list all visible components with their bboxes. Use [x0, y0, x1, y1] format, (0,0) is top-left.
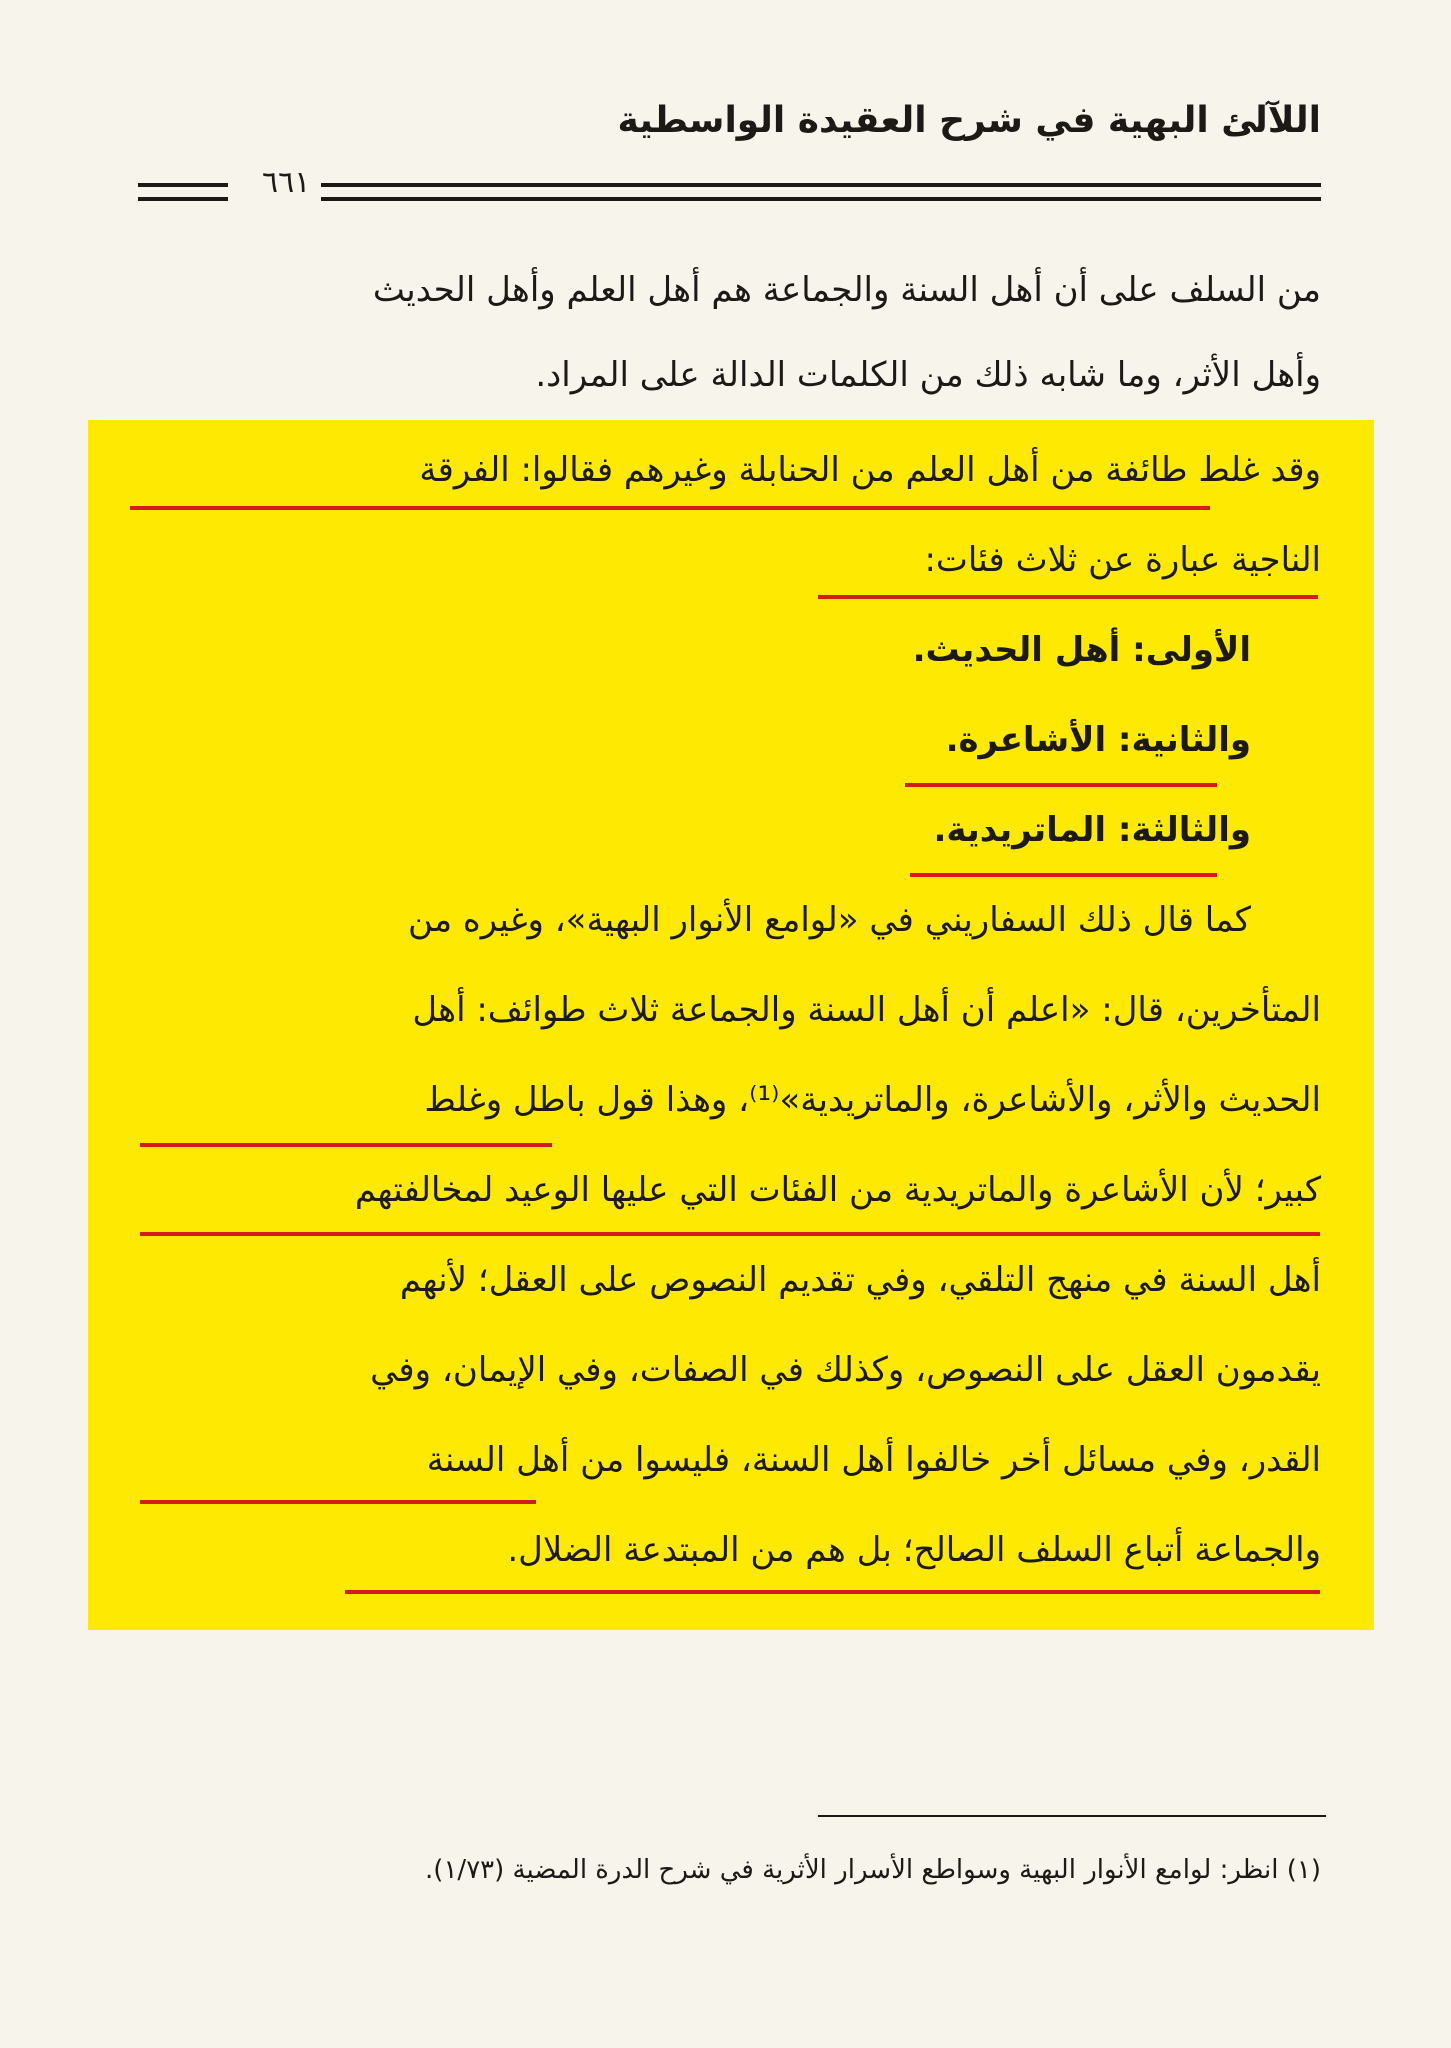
body-line: الأولى: أهل الحديث. [912, 630, 1251, 670]
header-rule-right [321, 183, 1321, 201]
body-line: والجماعة أتباع السلف الصالح؛ بل هم من المبتدعة الضلال. [507, 1530, 1321, 1570]
red-underline [910, 873, 1217, 877]
red-underline [140, 1232, 1320, 1236]
red-underline [140, 1500, 536, 1504]
body-line: الحديث والأثر، والأشاعرة، والماتريدية»⁽¹⁾، وهذا قول باطل وغلط [424, 1080, 1321, 1120]
body-line: والثالثة: الماتريدية. [933, 810, 1251, 850]
body-line: وأهل الأثر، وما شابه ذلك من الكلمات الدالة على المراد. [535, 355, 1321, 395]
red-underline [140, 1143, 552, 1147]
body-line: كبير؛ لأن الأشاعرة والماتريدية من الفئات التي عليها الوعيد لمخالفتهم [354, 1170, 1321, 1210]
body-line: كما قال ذلك السفاريني في «لوامع الأنوار البهية»، وغيره من [407, 900, 1251, 940]
body-line: يقدمون العقل على النصوص، وكذلك في الصفات، وفي الإيمان، وفي [370, 1350, 1321, 1390]
header-rule-left [138, 183, 228, 201]
body-line: من السلف على أن أهل السنة والجماعة هم أهل العلم وأهل الحديث [372, 270, 1321, 310]
body-line: الناجية عبارة عن ثلاث فئات: [924, 540, 1321, 580]
body-line: المتأخرين، قال: «اعلم أن أهل السنة والجماعة ثلاث طوائف: أهل [412, 990, 1321, 1030]
footnote-separator [818, 1815, 1326, 1817]
page-number: ٦٦١ [262, 165, 311, 200]
red-underline [130, 506, 1210, 510]
red-underline [905, 783, 1217, 787]
footnote: (١) انظر: لوامع الأنوار البهية وسواطع الأسرار الأثرية في شرح الدرة المضية (١/٧٣). [425, 1855, 1321, 1885]
red-underline [345, 1590, 1320, 1594]
red-underline [818, 595, 1318, 599]
running-title: اللآلئ البهية في شرح العقيدة الواسطية [617, 100, 1321, 141]
body-line: القدر، وفي مسائل أخر خالفوا أهل السنة، فليسوا من أهل السنة [426, 1440, 1321, 1480]
body-line: والثانية: الأشاعرة. [945, 720, 1251, 760]
body-line: وقد غلط طائفة من أهل العلم من الحنابلة وغيرهم فقالوا: الفرقة [419, 450, 1321, 490]
body-line: أهل السنة في منهج التلقي، وفي تقديم النصوص على العقل؛ لأنهم [399, 1260, 1321, 1300]
